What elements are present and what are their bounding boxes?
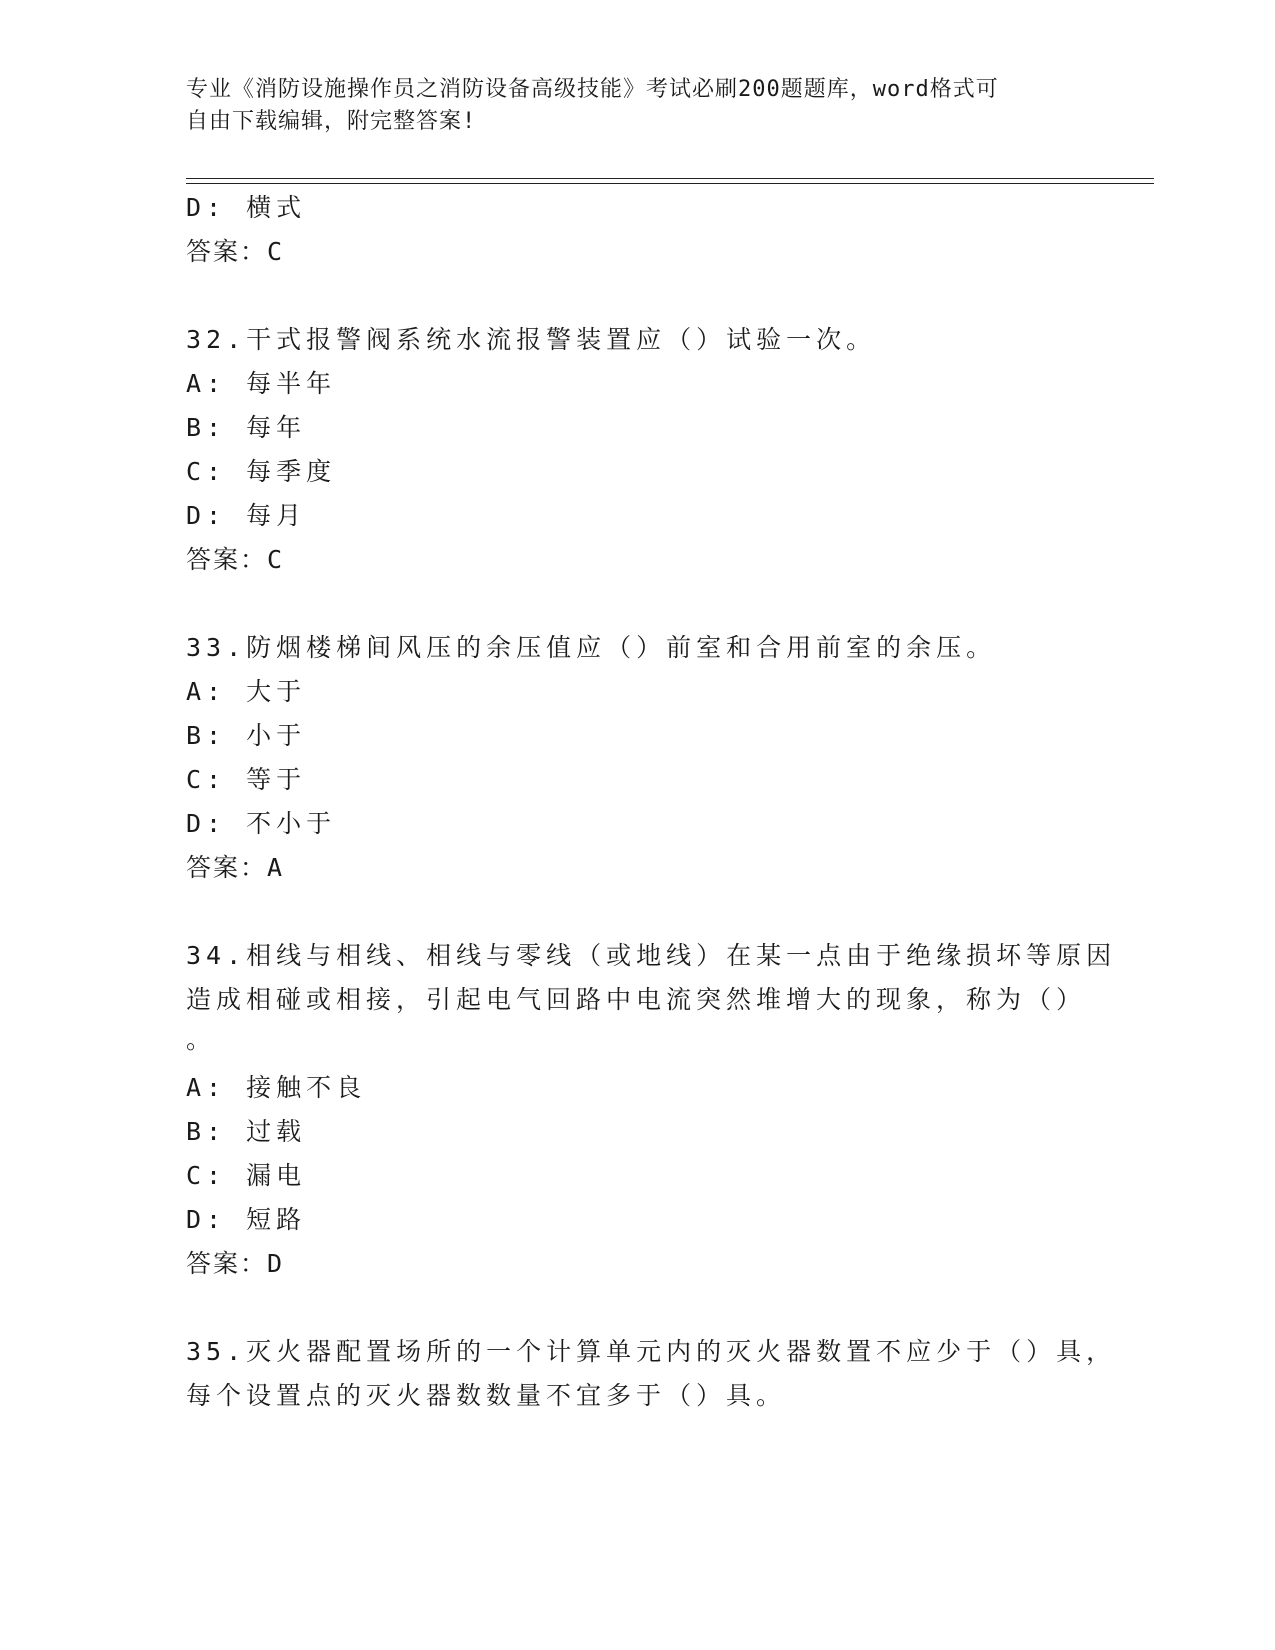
option-c: C: 漏电 [186,1161,307,1190]
option-b: B: 过载 [186,1117,307,1146]
answer-line: 答案：D [186,1249,285,1278]
question-stem-continued: 。 [186,1025,217,1054]
option-d: D: 不小于 [186,809,337,838]
document-header [186,74,1066,138]
question-stem-continued: 每个设置点的灭火器数数量不宜多于（）具。 [186,1381,787,1410]
option-a: A: 每半年 [186,369,337,398]
question-stem: 35.灭火器配置场所的一个计算单元内的灭火器数置不应少于（）具， [186,1337,1117,1366]
option-c: C: 等于 [186,765,307,794]
question-stem: 32.干式报警阀系统水流报警装置应（）试验一次。 [186,325,877,354]
header-divider-bottom [186,183,1154,184]
question-stem: 33.防烟楼梯间风压的余压值应（）前室和合用前室的余压。 [186,633,997,662]
option-b: B: 每年 [186,413,307,442]
answer-line: 答案：A [186,853,285,882]
header-line-1: 专业《消防设施操作员之消防设备高级技能》考试必刷200题题库，word格式可 [186,77,999,102]
question-stem: 34.相线与相线、相线与零线（或地线）在某一点由于绝缘损坏等原因 [186,941,1117,970]
option-c: C: 每季度 [186,457,337,486]
option-d: D: 横式 [186,193,307,222]
option-a: A: 大于 [186,677,307,706]
question-stem-continued: 造成相碰或相接，引起电气回路中电流突然堆增大的现象，称为（） [186,985,1087,1014]
option-b: B: 小于 [186,721,307,750]
answer-line: 答案：C [186,237,285,266]
option-a: A: 接触不良 [186,1073,367,1102]
answer-line: 答案：C [186,545,285,574]
option-d: D: 短路 [186,1205,307,1234]
header-line-2: 自由下载编辑，附完整答案! [186,109,477,134]
option-d: D: 每月 [186,501,307,530]
header-divider-top [186,178,1154,179]
